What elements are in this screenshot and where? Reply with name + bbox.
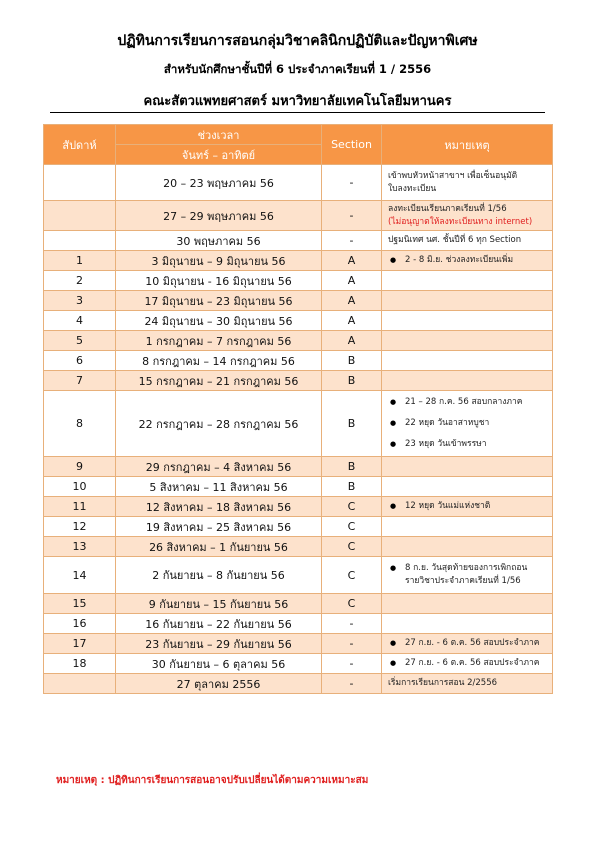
dates-cell: 30 กันยายน – 6 ตุลาคม 56 [116,654,322,674]
note-bullet-list [388,500,548,513]
note-cell [382,557,553,594]
note-cell [382,457,553,477]
week-cell: 5 [44,331,116,351]
dates-cell: 19 สิงหาคม – 25 สิงหาคม 56 [116,517,322,537]
section-cell: A [322,311,382,331]
footer-note: หมายเหตุ : ปฏิทินการเรียนการสอนอาจปรับเปลี่ยนได้ตามความเหมาะสม [56,775,369,786]
note-cell [382,165,553,201]
note-cell [382,271,553,291]
section-cell: B [322,371,382,391]
table-row [44,497,553,517]
week-cell: 2 [44,271,116,291]
dates-cell: 5 สิงหาคม – 11 สิงหาคม 56 [116,477,322,497]
section-cell: A [322,271,382,291]
schedule-body [44,165,553,694]
dates-cell: 20 – 23 พฤษภาคม 56 [116,165,322,201]
dates-cell: 24 มิถุนายน – 30 มิถุนายน 56 [116,311,322,331]
note-cell [382,391,553,457]
table-row [44,557,553,594]
note-bullet-list [388,392,548,455]
note-cell [382,594,553,614]
table-row [44,594,553,614]
section-cell: A [322,291,382,311]
dates-cell: 3 มิถุนายน – 9 มิถุนายน 56 [116,251,322,271]
section-cell: A [322,331,382,351]
dates-cell: 12 สิงหาคม – 18 สิงหาคม 56 [116,497,322,517]
note-line: เริ่มการเรียนการสอน 2/2556 [388,678,498,688]
table-row [44,457,553,477]
faculty-name: คณะสัตวแพทยศาสตร์ มหาวิทยาลัยเทคโนโลยีมหานคร [143,94,452,109]
dates-cell: 27 – 29 พฤษภาคม 56 [116,201,322,231]
week-cell: 18 [44,654,116,674]
table-row [44,165,553,201]
dates-cell: 1 กรกฎาคม – 7 กรกฎาคม 56 [116,331,322,351]
note-bullet-item: ● 27 ก.ย. - 6 ต.ค. 56 สอบประจำภาค [388,657,548,670]
table-row [44,201,553,231]
note-bullet-item: ● 21 – 28 ก.ค. 56 สอบกลางภาค [388,392,548,413]
section-cell: - [322,165,382,201]
col-header-section: Section [322,125,382,165]
table-row [44,517,553,537]
table-row [44,614,553,634]
table-row [44,231,553,251]
note-cell [382,231,553,251]
note-cell [382,331,553,351]
note-bullet-item: ● 12 หยุด วันแม่แห่งชาติ [388,500,548,513]
note-cell [382,497,553,517]
section-cell: - [322,231,382,251]
col-header-period: ช่วงเวลา [116,125,322,145]
week-cell [44,201,116,231]
dates-cell: 2 กันยายน – 8 กันยายน 56 [116,557,322,594]
note-bullet-list [388,657,548,670]
week-cell: 1 [44,251,116,271]
section-cell: C [322,497,382,517]
section-cell: C [322,557,382,594]
section-cell: A [322,251,382,271]
note-bullet-item: ● 8 ก.ย. วันสุดท้ายของการเพิกถอน [388,562,548,575]
dates-cell: 17 มิถุนายน – 23 มิถุนายน 56 [116,291,322,311]
document-title: ปฏิทินการเรียนการสอนกลุ่มวิชาคลินิกปฏิบัติและปัญหาพิเศษ [117,33,478,49]
table-row [44,291,553,311]
week-cell [44,165,116,201]
note-cell [382,654,553,674]
note-bullet-item: ● 23 หยุด วันเข้าพรรษา [388,434,548,455]
section-cell: B [322,457,382,477]
note-warning: (ไม่อนุญาตให้ลงทะเบียนทาง internet) [388,216,533,227]
note-bullet-list [388,637,548,650]
note-line: เข้าพบหัวหน้าสาขาฯ เพื่อเซ็นอนุมัติ [388,170,518,181]
week-cell [44,674,116,694]
week-cell: 4 [44,311,116,331]
dates-cell: 29 กรกฎาคม – 4 สิงหาคม 56 [116,457,322,477]
table-row [44,477,553,497]
week-cell: 16 [44,614,116,634]
dates-cell: 16 กันยายน – 22 กันยายน 56 [116,614,322,634]
col-header-note: หมายเหตุ [382,125,553,165]
week-cell: 6 [44,351,116,371]
table-row [44,251,553,271]
header-divider [50,112,545,113]
note-cell [382,537,553,557]
note-cell [382,614,553,634]
table-row [44,391,553,457]
week-cell: 3 [44,291,116,311]
dates-cell: 10 มิถุนายน - 16 มิถุนายน 56 [116,271,322,291]
week-cell: 14 [44,557,116,594]
note-bullet-item: ● 27 ก.ย. - 6 ต.ค. 56 สอบประจำภาค [388,637,548,650]
col-header-period-sub: จันทร์ – อาทิตย์ [116,145,322,165]
col-header-week: สัปดาห์ [44,125,116,165]
section-cell: - [322,614,382,634]
section-cell: - [322,201,382,231]
table-row [44,674,553,694]
section-cell: - [322,654,382,674]
section-cell: C [322,537,382,557]
note-line: ลงทะเบียนเรียนภาคเรียนที่ 1/56 [388,203,507,214]
table-row [44,654,553,674]
week-cell: 8 [44,391,116,457]
section-cell: - [322,634,382,654]
section-cell: B [322,351,382,371]
note-bullet-continuation: รายวิชาประจำภาคเรียนที่ 1/56 [405,576,521,586]
document-subtitle: สำหรับนักศึกษาชั้นปีที่ 6 ประจำภาคเรียนที่ 1 / 2556 [163,62,432,76]
note-bullet-list [388,254,548,267]
note-cell [382,371,553,391]
section-cell: C [322,594,382,614]
note-line: ใบลงทะเบียน [388,183,437,194]
note-cell [382,674,553,694]
note-bullet-list [388,562,548,575]
note-cell [382,634,553,654]
note-cell [382,291,553,311]
dates-cell: 30 พฤษภาคม 56 [116,231,322,251]
note-line: ปฐมนิเทศ นศ. ชั้นปีที่ 6 ทุก Section [388,235,522,245]
note-cell [382,477,553,497]
section-cell: B [322,477,382,497]
dates-cell: 8 กรกฎาคม – 14 กรกฎาคม 56 [116,351,322,371]
dates-cell: 9 กันยายน – 15 กันยายน 56 [116,594,322,614]
section-cell: - [322,674,382,694]
note-cell [382,351,553,371]
schedule-table [43,124,553,694]
note-bullet-item: ● 2 - 8 มิ.ย. ช่วงลงทะเบียนเพิ่ม [388,254,548,267]
dates-cell: 27 ตุลาคม 2556 [116,674,322,694]
section-cell: C [322,517,382,537]
table-row [44,271,553,291]
table-row [44,371,553,391]
dates-cell: 23 กันยายน – 29 กันยายน 56 [116,634,322,654]
week-cell: 17 [44,634,116,654]
table-row [44,311,553,331]
note-cell [382,517,553,537]
week-cell: 9 [44,457,116,477]
week-cell: 10 [44,477,116,497]
week-cell: 15 [44,594,116,614]
table-row [44,634,553,654]
dates-cell: 22 กรกฎาคม – 28 กรกฎาคม 56 [116,391,322,457]
section-cell: B [322,391,382,457]
note-cell [382,311,553,331]
dates-cell: 26 สิงหาคม – 1 กันยายน 56 [116,537,322,557]
week-cell: 11 [44,497,116,517]
table-row [44,537,553,557]
table-row [44,331,553,351]
week-cell [44,231,116,251]
week-cell: 13 [44,537,116,557]
note-bullet-item: ● 22 หยุด วันอาสาหบูชา [388,413,548,434]
dates-cell: 15 กรกฎาคม – 21 กรกฎาคม 56 [116,371,322,391]
week-cell: 12 [44,517,116,537]
week-cell: 7 [44,371,116,391]
table-row [44,351,553,371]
note-cell [382,201,553,231]
note-cell [382,251,553,271]
